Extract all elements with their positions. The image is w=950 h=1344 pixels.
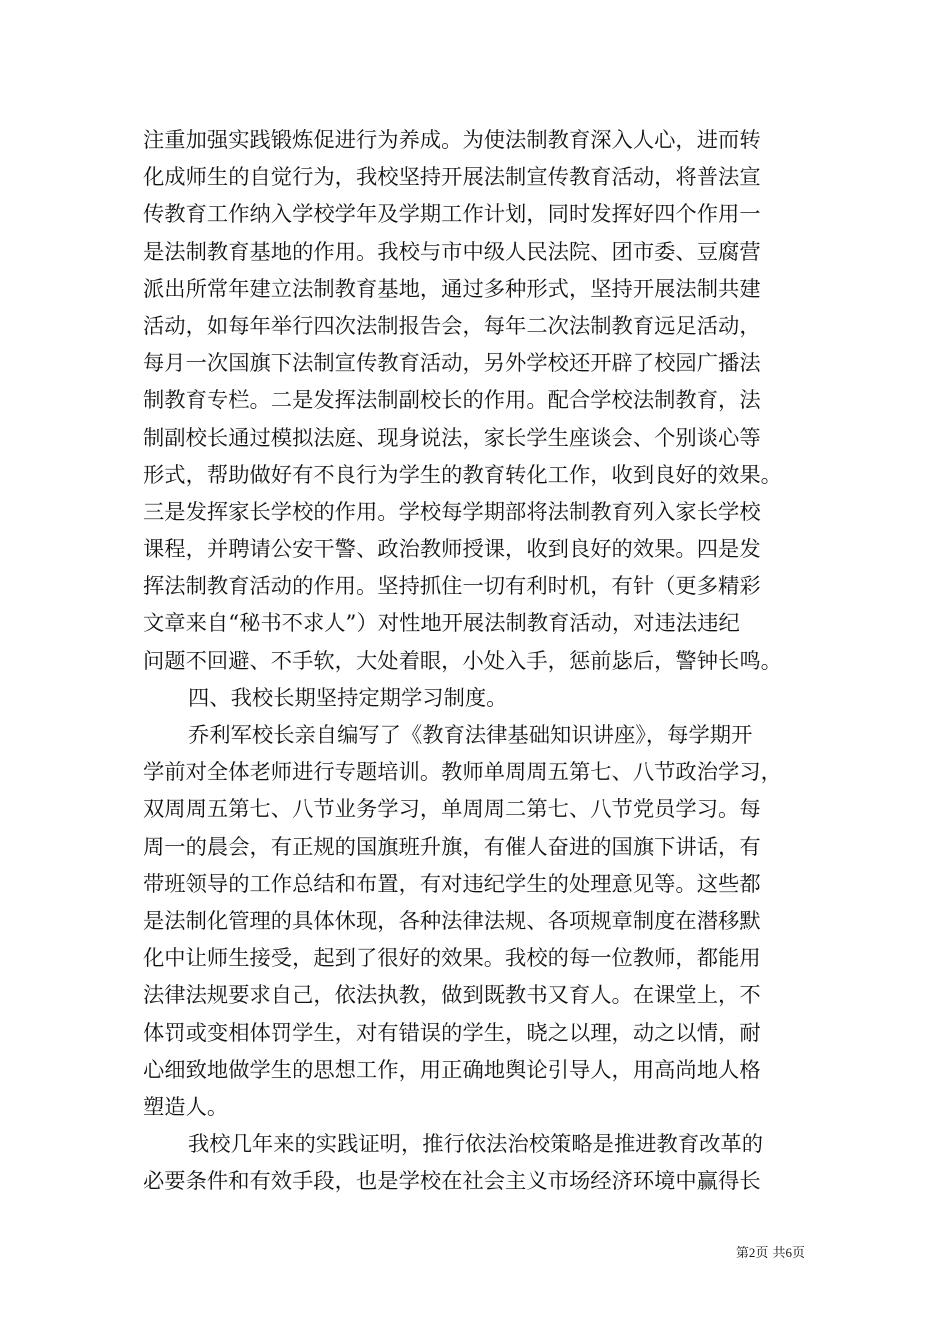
current-page-number: 2 — [748, 1245, 756, 1260]
text-line: 注重加强实践锻炼促进行为养成。为使法制教育深入人心，进而转 — [143, 128, 761, 153]
text-line: 形式，帮助做好有不良行为学生的教育转化工作，收到良好的效果。 — [143, 462, 782, 488]
text-line: 塑造人。 — [143, 1094, 229, 1120]
text-line: 派出所常年建立法制教育基地，通过多种形式，坚持开展法制共建 — [143, 276, 761, 302]
text-line: 化成师生的自觉行为，我校坚持开展法制宣传教育活动，将普法宣 — [143, 165, 761, 191]
text-line: 制副校长通过模拟法庭、现身说法，家长学生座谈会、个别谈心等 — [143, 425, 761, 451]
total-pages-number: 6 — [785, 1245, 792, 1260]
text-line: 法律法规要求自己，依法执教，做到既教书又育人。在课堂上，不 — [143, 983, 761, 1009]
text-line: 学前对全体老师进行专题培训。教师单周周五第七、八节政治学习， — [143, 760, 782, 786]
text-line: 我校几年来的实践证明，推行依法治校策略是推进教育改革的 — [188, 1132, 764, 1158]
text-line: 三是发挥家长学校的作用。学校每学期部将法制教育列入家长学校 — [143, 499, 761, 525]
text-line: 文章来自“秘书不求人”）对性地开展法制教育活动，对违法违纪 — [143, 611, 740, 637]
text-line: 问题不回避、不手软，大处着眼，小处入手，惩前毖后，警钟长鸣。 — [143, 648, 782, 674]
text-line: 挥法制教育活动的作用。坚持抓住一切有利时机，有针（更多精彩 — [143, 574, 761, 600]
section-heading: 四、我校长期坚持定期学习制度。 — [188, 685, 508, 711]
text-line: 活动，如每年举行四次法制报告会，每年二次法制教育远足活动， — [143, 313, 761, 339]
text-line: 乔利军校长亲自编写了《教育法律基础知识讲座》，每学期开 — [188, 723, 753, 748]
text-line: 双周周五第七、八节业务学习，单周周二第七、八节党员学习。每 — [143, 797, 761, 823]
page-number-footer — [736, 1244, 805, 1263]
text-line: 课程，并聘请公安干警、政治教师授课，收到良好的效果。四是发 — [143, 537, 761, 563]
text-line: 心细致地做学生的思想工作，用正确地舆论引导人，用高尚地人格 — [143, 1057, 761, 1083]
body-text — [143, 122, 813, 1200]
footer-middle: 页 共 — [755, 1246, 786, 1261]
text-line: 化中让师生接受，起到了很好的效果。我校的每一位教师，都能用 — [143, 946, 761, 972]
text-line: 体罚或变相体罚学生，对有错误的学生，晓之以理，动之以情，耐 — [143, 1020, 761, 1046]
text-line: 带班领导的工作总结和布置，有对违纪学生的处理意见等。这些都 — [143, 871, 761, 897]
text-line: 制教育专栏。二是发挥法制副校长的作用。配合学校法制教育，法 — [143, 388, 761, 414]
footer-suffix: 页 — [791, 1246, 805, 1261]
text-line: 传教育工作纳入学校学年及学期工作计划，同时发挥好四个作用一 — [143, 202, 761, 228]
footer-prefix: 第 — [735, 1246, 749, 1261]
text-line: 周一的晨会，有正规的国旗班升旗，有催人奋进的国旗下讲话，有 — [143, 834, 761, 860]
text-line: 必要条件和有效手段，也是学校在社会主义市场经济环境中赢得长 — [143, 1169, 761, 1195]
text-line: 是法制教育基地的作用。我校与市中级人民法院、团市委、豆腐营 — [143, 239, 761, 265]
text-line: 是法制化管理的具体休现，各种法律法规、各项规章制度在潜移默 — [143, 908, 761, 934]
text-line: 每月一次国旗下法制宣传教育活动，另外学校还开辟了校园广播法 — [143, 351, 761, 377]
